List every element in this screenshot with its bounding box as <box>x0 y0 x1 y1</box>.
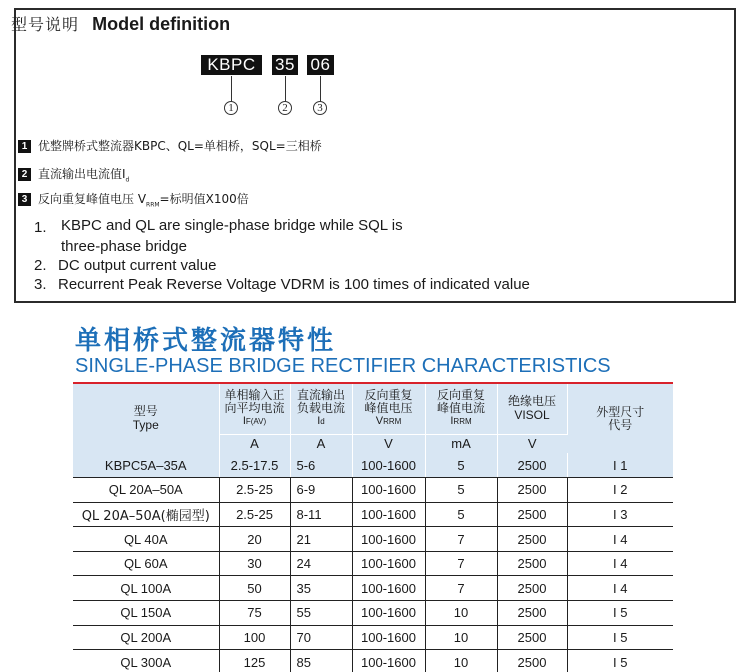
cell-type: QL 150A <box>73 601 219 626</box>
cell-irrm: 5 <box>425 478 497 503</box>
cell-vrrm: 100-1600 <box>352 478 425 503</box>
definition-title-cn: 型号说明 <box>11 15 80 34</box>
cell-visol: 2500 <box>497 625 567 650</box>
cell-irrm: 7 <box>425 527 497 552</box>
col-header-outline-code-cn2: 代号 <box>608 417 633 432</box>
cell-outline-code: I 4 <box>567 576 673 601</box>
marker-1: 1 <box>224 101 238 115</box>
table-row <box>73 478 673 503</box>
note-cn-1 <box>18 137 322 154</box>
cell-id: 21 <box>290 527 352 552</box>
cell-outline-code: I 1 <box>567 453 673 478</box>
col-header-dc-output-current-symbol <box>291 415 352 428</box>
note-cn-2-number: 2 <box>18 168 31 181</box>
table-row <box>73 453 673 478</box>
characteristics-title-en: SINGLE-PHASE BRIDGE RECTIFIER CHARACTERISTICS <box>75 355 611 377</box>
table-row <box>73 650 673 672</box>
cell-if-av: 2.5-17.5 <box>219 453 290 478</box>
col-header-dc-output-current-cn2: 负载电流 <box>296 401 345 416</box>
cell-irrm: 7 <box>425 576 497 601</box>
note-en-1-line-1: KBPC and QL are single-phase bridge while SQL is <box>61 217 403 234</box>
symbol-vrrm-sub: RRM <box>383 417 402 427</box>
cell-outline-code: I 2 <box>567 478 673 503</box>
cell-visol: 2500 <box>497 650 567 672</box>
cell-visol: 2500 <box>497 527 567 552</box>
note-cn-3-number: 3 <box>18 193 31 206</box>
cell-irrm: 7 <box>425 551 497 576</box>
cell-id: 70 <box>290 625 352 650</box>
leader-line-1 <box>231 76 232 102</box>
col-header-peak-reverse-voltage-symbol <box>353 415 425 428</box>
leader-line-2 <box>285 76 286 102</box>
characteristics-title-cn: 单相桥式整流器特性 <box>75 326 337 356</box>
col-header-forward-current-symbol <box>220 415 290 428</box>
table-row <box>73 576 673 601</box>
cell-vrrm: 100-1600 <box>352 601 425 626</box>
cell-vrrm: 100-1600 <box>352 527 425 552</box>
cell-visol: 2500 <box>497 478 567 503</box>
cell-outline-code: I 3 <box>567 502 673 527</box>
cell-id: 55 <box>290 601 352 626</box>
col-header-dc-output-current <box>290 384 352 434</box>
cell-visol: 2500 <box>497 551 567 576</box>
col-header-dc-output-current-cn1: 直流输出 <box>296 388 345 403</box>
cell-type: QL 60A <box>73 551 219 576</box>
table-row <box>73 625 673 650</box>
col-header-outline-code <box>567 384 673 453</box>
col-header-peak-reverse-current-cn2: 峰值电流 <box>436 401 485 416</box>
table-row <box>73 502 673 527</box>
cell-outline-code: I 4 <box>567 527 673 552</box>
cell-id: 85 <box>290 650 352 672</box>
note-cn-3-text-after: =标明值X100倍 <box>159 192 249 206</box>
cell-irrm: 10 <box>425 650 497 672</box>
note-en-3-number: 3. <box>34 276 47 293</box>
symbol-if-sub: F(AV) <box>245 417 267 427</box>
col-header-outline-code-cn1: 外型尺寸 <box>596 404 645 419</box>
characteristics-table <box>73 384 673 672</box>
code-part-current: 35 <box>272 55 298 75</box>
col-header-peak-reverse-current <box>425 384 497 434</box>
symbol-id: I <box>317 415 321 428</box>
cell-irrm: 5 <box>425 453 497 478</box>
cell-type: QL 20A–50A <box>73 478 219 503</box>
cell-vrrm: 100-1600 <box>352 453 425 478</box>
col-header-isolation-voltage-en: VISOL <box>514 408 550 423</box>
cell-visol: 2500 <box>497 576 567 601</box>
col-header-type-cn: 型号 <box>133 404 158 418</box>
symbol-id-sub: d <box>320 417 325 427</box>
note-cn-3-subscript: RRM <box>146 201 160 209</box>
cell-outline-code: I 4 <box>567 551 673 576</box>
col-header-forward-current <box>219 384 290 434</box>
cell-id: 24 <box>290 551 352 576</box>
col-header-isolation-voltage <box>497 384 567 434</box>
cell-type: QL 200A <box>73 625 219 650</box>
col-header-peak-reverse-voltage-cn2: 峰值电压 <box>364 401 413 416</box>
note-cn-3-text: 反向重复峰值电压 V <box>38 192 147 206</box>
cell-visol: 2500 <box>497 601 567 626</box>
unit-peak-reverse-current: mA <box>425 434 497 453</box>
cell-type: KBPC5A–35A <box>73 453 219 478</box>
note-cn-2-text: 直流输出电流值I <box>38 167 126 181</box>
note-cn-1-number: 1 <box>18 140 31 153</box>
cell-if-av: 30 <box>219 551 290 576</box>
cell-irrm: 5 <box>425 502 497 527</box>
cell-if-av: 2.5-25 <box>219 502 290 527</box>
unit-isolation-voltage: V <box>497 434 567 453</box>
note-en-3-line-1: Recurrent Peak Reverse Voltage VDRM is 100 times of indicated value <box>58 276 530 293</box>
col-header-forward-current-cn2: 向平均电流 <box>224 401 285 416</box>
cell-id: 8-11 <box>290 502 352 527</box>
col-header-forward-current-cn1: 单相输入正 <box>224 388 285 403</box>
note-cn-2 <box>18 165 129 183</box>
cell-if-av: 75 <box>219 601 290 626</box>
symbol-if: I <box>242 415 246 428</box>
cell-type: QL 20A–50A(椭园型) <box>73 502 219 527</box>
cell-vrrm: 100-1600 <box>352 576 425 601</box>
cell-if-av: 50 <box>219 576 290 601</box>
unit-peak-reverse-voltage: V <box>352 434 425 453</box>
note-en-2-number: 2. <box>34 257 47 274</box>
cell-type: QL 40A <box>73 527 219 552</box>
cell-outline-code: I 5 <box>567 601 673 626</box>
symbol-vrrm: V <box>375 415 384 428</box>
cell-if-av: 20 <box>219 527 290 552</box>
col-header-isolation-voltage-cn: 绝缘电压 <box>507 394 556 409</box>
col-header-peak-reverse-voltage <box>352 384 425 434</box>
cell-irrm: 10 <box>425 625 497 650</box>
cell-vrrm: 100-1600 <box>352 625 425 650</box>
cell-irrm: 10 <box>425 601 497 626</box>
definition-title-en: Model definition <box>92 14 231 34</box>
cell-id: 35 <box>290 576 352 601</box>
cell-visol: 2500 <box>497 453 567 478</box>
symbol-irrm-sub: RRM <box>453 417 472 427</box>
cell-id: 6-9 <box>290 478 352 503</box>
table-row <box>73 527 673 552</box>
table-header-row <box>73 384 673 434</box>
leader-line-3 <box>320 76 321 102</box>
cell-outline-code: I 5 <box>567 625 673 650</box>
cell-type: QL 300A <box>73 650 219 672</box>
col-header-peak-reverse-current-symbol <box>426 415 497 428</box>
symbol-irrm: I <box>450 415 454 428</box>
marker-2: 2 <box>278 101 292 115</box>
code-part-voltage: 06 <box>307 55 334 75</box>
col-header-type <box>73 384 219 453</box>
note-en-1-line-2: three-phase bridge <box>61 238 187 255</box>
note-cn-1-text: 优整牌桥式整流器KBPC、QL=单相桥，SQL=三相桥 <box>38 139 322 153</box>
note-en-1-number: 1. <box>34 219 47 236</box>
cell-vrrm: 100-1600 <box>352 502 425 527</box>
cell-visol: 2500 <box>497 502 567 527</box>
cell-outline-code: I 5 <box>567 650 673 672</box>
col-header-peak-reverse-current-cn1: 反向重复 <box>436 388 485 403</box>
code-part-series: KBPC <box>201 55 262 75</box>
note-en-2-line-1: DC output current value <box>58 257 217 274</box>
definition-title <box>11 12 230 35</box>
cell-vrrm: 100-1600 <box>352 551 425 576</box>
note-cn-2-subscript: d <box>125 176 130 184</box>
unit-dc-output-current: A <box>290 434 352 453</box>
cell-if-av: 100 <box>219 625 290 650</box>
table-row <box>73 601 673 626</box>
table-row <box>73 551 673 576</box>
cell-if-av: 2.5-25 <box>219 478 290 503</box>
cell-if-av: 125 <box>219 650 290 672</box>
col-header-type-en: Type <box>132 418 159 432</box>
col-header-peak-reverse-voltage-cn1: 反向重复 <box>364 388 413 403</box>
cell-vrrm: 100-1600 <box>352 650 425 672</box>
cell-id: 5-6 <box>290 453 352 478</box>
unit-forward-current: A <box>219 434 290 453</box>
cell-type: QL 100A <box>73 576 219 601</box>
note-cn-3 <box>18 190 249 208</box>
marker-3: 3 <box>313 101 327 115</box>
